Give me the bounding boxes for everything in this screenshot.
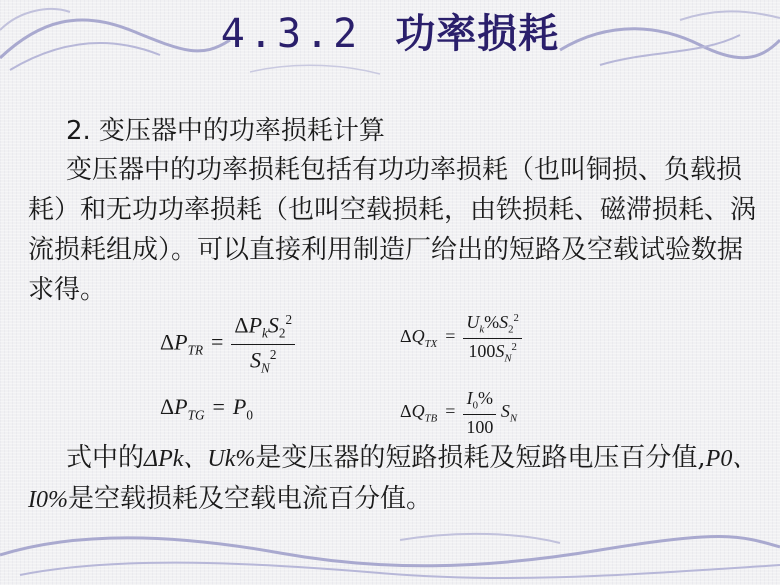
section-number: 4.3.2 <box>220 11 362 57</box>
subheading-index: 2. <box>66 116 91 146</box>
formula-delta-q-tx: $\Delta Q_{TX}$ = $\frac{U_k\%S_2^2}{100S_N^2}$ <box>400 312 522 364</box>
subheading <box>66 110 385 147</box>
decorative-swirl-bottom <box>0 525 780 585</box>
body-paragraph: 变压器中的功率损耗包括有功功率损耗（也叫铜损、负载损耗）和无功功率损耗（也叫空载损耗，由铁损耗、磁滞损耗、涡流损耗组成）。可以直接利用制造厂给出的短路及空载试验数据求得。 <box>28 155 757 305</box>
note-part3: 是空载损耗及空载电流百分值。 <box>67 484 432 514</box>
page-title <box>0 2 780 59</box>
section-title: 功率损耗 <box>395 10 560 57</box>
formula-delta-q-tb: $\Delta Q_{TB}$ = $\frac{I_0\%}{100}$ $S_N$ <box>400 388 518 437</box>
explanation-paragraph <box>28 438 768 520</box>
note-part1: 式中的 <box>66 443 145 473</box>
formula-delta-p-tr: $\Delta P_{TR}$ = $\frac{\Delta P_kS_2^2}{S_N^2}$ <box>160 312 295 376</box>
subheading-text: 变压器中的功率损耗计算 <box>98 116 385 146</box>
note-symbols-2: P0、I0% <box>28 446 757 513</box>
note-symbols-1: ΔPk、Uk% <box>144 446 256 472</box>
formula-delta-p-tg: $\Delta P_{TG} = P_0$ <box>160 394 253 423</box>
note-part2: 是变压器的短路损耗及短路电压百分值, <box>255 443 706 473</box>
